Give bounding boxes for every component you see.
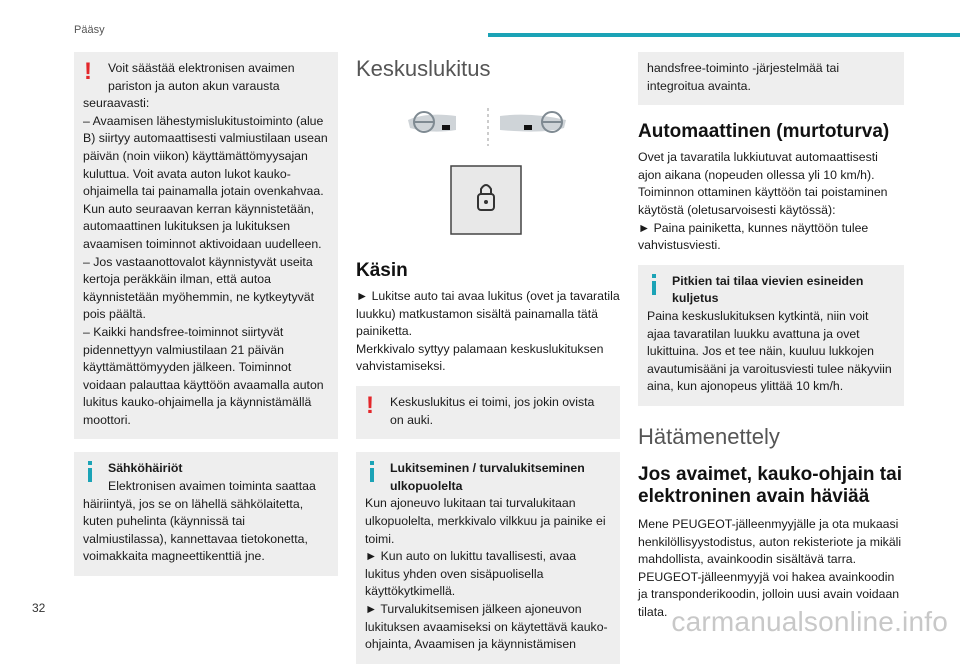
info-body: Kun ajoneuvo lukitaan tai turvalukitaan ulkopuolelta, merkkivalo vilkkuu ja painike ei toimi. ► Kun auto on lukittu tavallisesti, avaa lukitus yhden oven sisäpuolisella käyttökytkimellä. ► Turvalukitsemisen jälkeen ajoneuvon lukituksen avaamiseksi on käytettävä kauko-ohjainta, Avaamisen ja käynnistämisen <box>365 496 608 652</box>
column-3 <box>638 52 904 621</box>
info-icon <box>648 274 662 296</box>
column-1 <box>74 52 338 576</box>
title-lost-keys: Jos avaimet, kauko-ohjain tai elektroninen avain häviää <box>638 463 902 507</box>
watermark: carmanualsonline.info <box>671 606 948 637</box>
info-box-long-items <box>638 265 904 406</box>
page-number: 32 <box>32 601 46 615</box>
info-body: Paina keskuslukituksen kytkintä, niin voit ajaa tavaratilan luukku avattuna ja ovet lukittuina. Jos et tee näin, kuuluu lukkojen avautumisääni ja varoitusviesti tulee näkyviin aina, kun ajonopeus ylittää 10 km/h. <box>647 308 892 394</box>
info-box-electric-interference <box>74 452 338 576</box>
dashboard-left-icon <box>408 112 456 132</box>
info-icon <box>84 461 98 483</box>
warning-body: seuraavasti: – Avaamisen lähestymislukitustoiminto (alue B) siirtyy automaattisesti valmiustilaan usean päivän (noin viikon) käyttämättömyysajan kuluttua. Voit avata auton lukot kauko-ohjaimella tai painamalla jotain ovenkahvaa. Kun auto seuraavan kerran käynnistetään, automaattinen lukituksen ja lukituksen avaamisen toiminnot aktivoidaan uudelleen. – Jos vastaanottovalot käynnistyvät useita kertoja peräkkäin ilman, että autoa käynnistetään myöhemmin, ne kytkeytyvät pois päältä. – Kaikki handsfree-toiminnot siirtyvät pidennettyyn valmiustilaan 21 päivän käyttämättömyyden jälkeen. Toiminnot voidaan palauttaa käyttöön avaamalla auton lukitus kauko-ohjaimella ja käynnistämällä moottori. <box>83 96 328 427</box>
warning-box-door-open <box>356 386 620 439</box>
lock-button-icon <box>451 166 521 234</box>
continuation-text: handsfree-toiminto -järjestelmää tai integroitua avainta. <box>647 61 840 93</box>
header-title: Pääsy <box>74 24 105 36</box>
column-2 <box>356 52 620 664</box>
header-accent-bar <box>488 33 960 37</box>
info-icon <box>366 461 380 483</box>
lost-keys-body: Mene PEUGEOT-jälleenmyyjälle ja ota mukaasi henkilöllisyystodistus, auton rekisteriote ja mikäli mahdollista, avainkoodin sisältävä tarra. PEUGEOT-jälleenmyyjä voi hakea avainkoodin ja transponderikoodin, jolloin uusi avain voidaan tilata. <box>638 516 902 619</box>
central-locking-illustration <box>356 94 620 244</box>
info-title: Pitkien tai tilaa vievien esineiden kuljetus <box>672 273 864 306</box>
warning-exclamation-icon: ! <box>84 58 92 85</box>
subsection-title-manual: Käsin <box>356 260 408 281</box>
warning-first-lines: Voit säästää elektronisen avaimen pariston ja auton akun varausta <box>108 61 295 93</box>
manual-intro: ► Lukitse auto tai avaa lukitus (ovet ja tavaratila luukku) matkustamon sisältä painamalla tätä painiketta. Merkkivalo syttyy palamaan keskuslukituksen vahvistamiseksi. <box>356 289 620 374</box>
title-emergency: Hätämenettely <box>638 423 780 449</box>
continuation-box <box>638 52 904 105</box>
warning-exclamation-icon: ! <box>366 391 374 419</box>
title-automatic: Automaattinen (murtoturva) <box>638 121 890 143</box>
info-title: Lukitseminen / turvalukitseminen ulkopuolelta <box>390 461 585 493</box>
warning-box-battery <box>74 52 338 439</box>
info-body: häiriintyä, jos se on lähellä sähkölaitetta, kuten puhelinta (käynnissä tai valmiustilassa), kannettavaa tietokonetta, voimakkaita magneettikenttiä jne. <box>83 496 308 564</box>
warning-text: Keskuslukitus ei toimi, jos jokin ovista on auki. <box>390 394 595 427</box>
info-box-locking-outside <box>356 452 620 664</box>
section-title-central-locking: Keskuslukitus <box>356 56 491 81</box>
automatic-body: Ovet ja tavaratila lukkiutuvat automaattisesti ajon aikana (nopeuden ollessa yli 10 km/h). Toiminnon ottaminen käyttöön tai poistaminen käytöstä (oletusarvoisesti käytössä): ► Paina painiketta, kunnes näyttöön tulee vahvistusviesti. <box>638 150 888 253</box>
dashboard-right-icon <box>500 112 566 132</box>
info-title: Sähköhäiriöt <box>108 461 183 476</box>
info-first-line: Elektronisen avaimen toiminta saattaa <box>108 479 316 494</box>
